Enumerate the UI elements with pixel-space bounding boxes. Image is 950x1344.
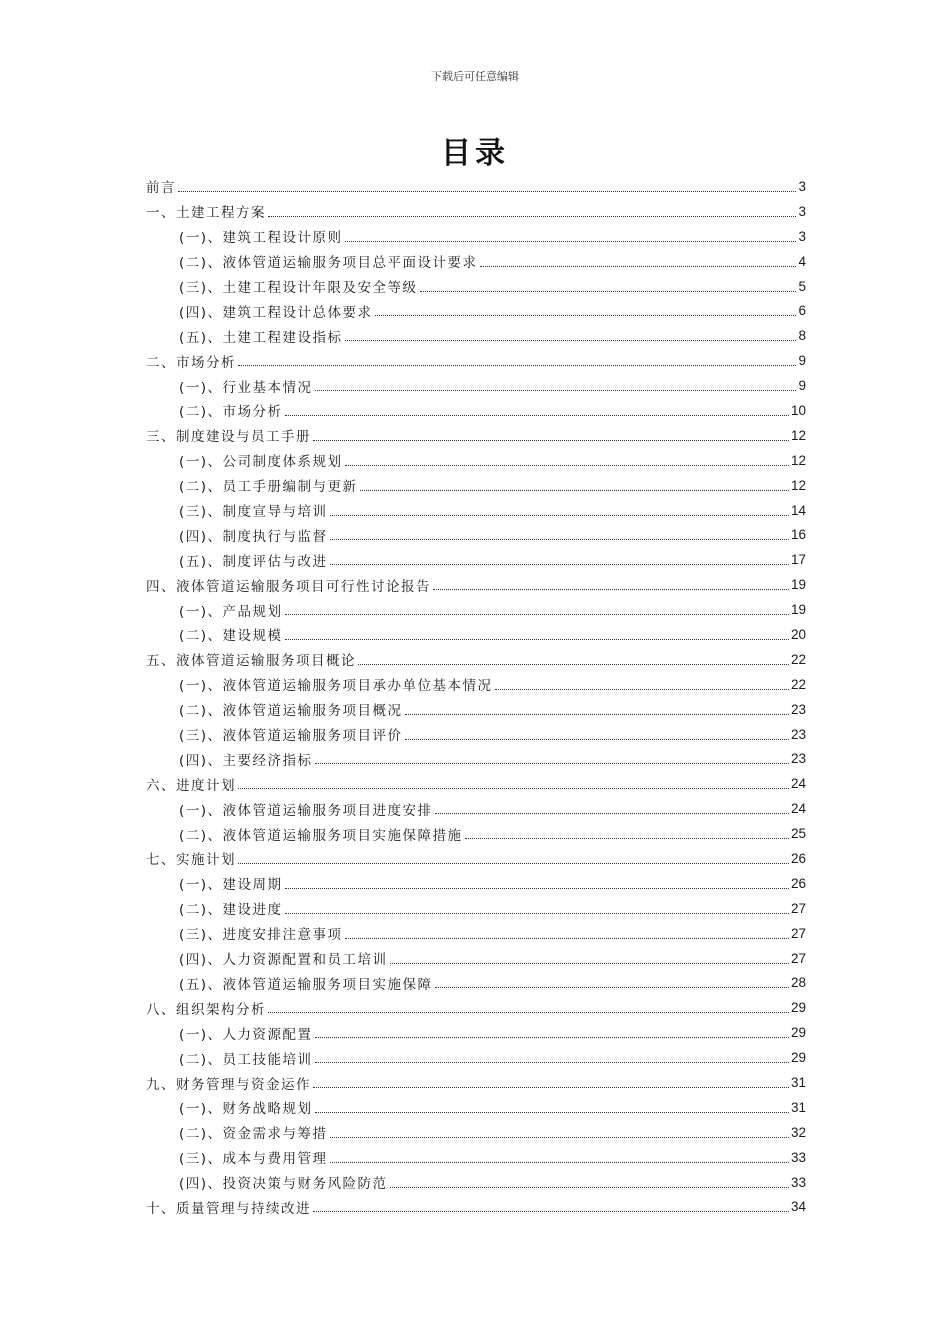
toc-entry-label: (三)、制度宣导与培训 <box>179 504 328 521</box>
toc-entry[interactable] <box>146 547 806 572</box>
toc-entry-page-number: 16 <box>790 527 806 543</box>
toc-entry-page-number: 24 <box>790 776 806 792</box>
toc-dot-leader <box>313 440 789 441</box>
toc-entry-page-number: 3 <box>798 203 806 219</box>
toc-dot-leader <box>315 1062 789 1063</box>
toc-entry-label: (二)、员工技能培训 <box>179 1051 313 1068</box>
toc-dot-leader <box>480 266 797 267</box>
toc-dot-leader <box>375 315 797 316</box>
toc-entry-label: (四)、主要经济指标 <box>179 752 313 769</box>
toc-entry-page-number: 25 <box>790 826 806 842</box>
toc-dot-leader <box>285 614 789 615</box>
toc-entry[interactable] <box>146 672 806 697</box>
toc-entry-page-number: 3 <box>798 228 806 244</box>
toc-entry[interactable] <box>146 995 806 1020</box>
toc-dot-leader <box>330 1137 789 1138</box>
toc-entry[interactable] <box>146 871 806 896</box>
toc-entry-label: (三)、土建工程设计年限及安全等级 <box>179 280 418 296</box>
toc-entry-page-number: 29 <box>790 1000 806 1016</box>
toc-entry-label: (二)、建设规模 <box>179 628 283 645</box>
toc-entry[interactable] <box>146 1045 806 1070</box>
page-title: 目录 <box>441 136 509 171</box>
toc-entry-page-number: 33 <box>790 1149 806 1165</box>
toc-entry[interactable] <box>146 348 806 373</box>
toc-dot-leader <box>330 564 789 565</box>
toc-entry[interactable] <box>146 572 806 597</box>
toc-entry-page-number: 29 <box>790 1050 806 1066</box>
toc-entry[interactable] <box>146 771 806 796</box>
toc-entry[interactable] <box>146 1145 806 1170</box>
toc-entry-label: (四)、制度执行与监督 <box>179 528 328 545</box>
toc-entry-label: (一)、液体管道运输服务项目进度安排 <box>179 802 433 819</box>
toc-entry-page-number: 27 <box>790 900 806 916</box>
toc-entry-label: 五、液体管道运输服务项目概论 <box>146 653 356 670</box>
toc-entry-page-number: 31 <box>790 1075 806 1090</box>
toc-entry[interactable] <box>146 199 806 224</box>
toc-dot-leader <box>285 888 789 889</box>
toc-entry-label: 八、组织架构分析 <box>146 1001 266 1018</box>
toc-entry-page-number: 9 <box>798 353 806 369</box>
toc-entry-label: (二)、资金需求与筹措 <box>179 1126 328 1143</box>
toc-entry[interactable] <box>146 298 806 323</box>
toc-dot-leader <box>285 415 789 416</box>
toc-entry-label: (一)、公司制度体系规划 <box>179 454 343 471</box>
toc-entry-page-number: 19 <box>790 602 806 618</box>
toc-dot-leader <box>268 1012 789 1013</box>
toc-dot-leader <box>495 689 789 690</box>
toc-entry-page-number: 10 <box>790 402 806 418</box>
toc-entry-page-number: 34 <box>790 1199 806 1215</box>
toc-dot-leader <box>345 241 797 242</box>
toc-entry-label: (四)、人力资源配置和员工培训 <box>179 952 388 969</box>
toc-dot-leader <box>330 539 789 540</box>
toc-entry-page-number: 28 <box>790 975 806 991</box>
toc-entry-label: (一)、人力资源配置 <box>179 1026 313 1043</box>
toc-entry-label: (二)、员工手册编制与更新 <box>179 479 358 496</box>
toc-entry-label: (三)、成本与费用管理 <box>179 1151 328 1168</box>
toc-entry-label: 三、制度建设与员工手册 <box>146 429 311 446</box>
toc-entry[interactable] <box>146 398 806 423</box>
toc-entry[interactable] <box>146 1120 806 1145</box>
toc-entry[interactable] <box>146 946 806 971</box>
table-of-contents <box>146 174 806 1219</box>
toc-entry-page-number: 22 <box>790 651 806 667</box>
toc-entry[interactable] <box>146 522 806 547</box>
toc-dot-leader <box>238 788 789 789</box>
toc-dot-leader <box>315 1112 789 1113</box>
toc-dot-leader <box>390 963 789 964</box>
toc-entry-page-number: 9 <box>798 378 806 394</box>
toc-dot-leader <box>315 1037 789 1038</box>
toc-entry-page-number: 32 <box>790 1124 806 1140</box>
toc-dot-leader <box>465 838 789 839</box>
toc-entry-page-number: 27 <box>790 950 806 966</box>
toc-entry-page-number: 4 <box>798 253 806 269</box>
toc-entry-label: (二)、液体管道运输服务项目概况 <box>179 703 403 720</box>
toc-entry-label: 十、质量管理与持续改进 <box>146 1200 311 1217</box>
toc-entry-page-number: 26 <box>790 850 806 866</box>
toc-dot-leader <box>435 813 789 814</box>
toc-entry-label: (二)、液体管道运输服务项目实施保障措施 <box>179 827 463 844</box>
toc-entry-page-number: 3 <box>798 178 806 194</box>
toc-entry-label: 七、实施计划 <box>146 852 236 869</box>
toc-dot-leader <box>345 938 789 939</box>
toc-entry-label: (二)、建设进度 <box>179 902 283 919</box>
toc-entry-label: (一)、行业基本情况 <box>179 379 313 396</box>
toc-entry-page-number: 23 <box>790 751 806 767</box>
toc-entry[interactable] <box>146 597 806 622</box>
toc-entry-label: (一)、财务战略规划 <box>179 1101 313 1118</box>
toc-dot-leader <box>178 191 796 192</box>
toc-entry-label: (一)、产品规划 <box>179 603 283 620</box>
toc-entry[interactable] <box>146 174 806 199</box>
toc-dot-leader <box>285 639 789 640</box>
toc-entry-label: (四)、投资决策与财务风险防范 <box>179 1176 388 1193</box>
toc-entry-label: (一)、液体管道运输服务项目承办单位基本情况 <box>179 678 493 695</box>
toc-entry-label: 二、市场分析 <box>146 354 236 371</box>
toc-entry-label: (四)、建筑工程设计总体要求 <box>179 304 373 321</box>
toc-dot-leader <box>330 1162 789 1163</box>
toc-entry[interactable] <box>146 473 806 498</box>
toc-dot-leader <box>435 987 789 988</box>
toc-entry-page-number: 33 <box>790 1174 806 1190</box>
toc-entry-page-number: 23 <box>790 726 806 742</box>
toc-entry-label: (一)、建筑工程设计原则 <box>179 230 343 247</box>
toc-entry-label: 六、进度计划 <box>146 777 236 794</box>
toc-entry-label: (三)、进度安排注意事项 <box>179 927 343 944</box>
toc-entry[interactable] <box>146 249 806 274</box>
toc-entry[interactable] <box>146 448 806 473</box>
toc-dot-leader <box>433 589 789 590</box>
toc-entry-page-number: 23 <box>790 701 806 717</box>
toc-entry[interactable] <box>146 971 806 996</box>
toc-dot-leader <box>390 1187 789 1188</box>
toc-entry[interactable] <box>146 323 806 348</box>
toc-entry-label: (二)、液体管道运输服务项目总平面设计要求 <box>179 255 478 272</box>
toc-entry[interactable] <box>146 224 806 249</box>
toc-entry[interactable] <box>146 1070 806 1095</box>
toc-dot-leader <box>315 390 797 391</box>
toc-entry-label: 四、液体管道运输服务项目可行性讨论报告 <box>146 578 431 595</box>
toc-entry[interactable] <box>146 1195 806 1220</box>
toc-dot-leader <box>345 340 797 341</box>
toc-entry[interactable] <box>146 647 806 672</box>
toc-entry-page-number: 12 <box>790 452 806 468</box>
toc-entry-page-number: 24 <box>790 801 806 817</box>
toc-entry-page-number: 22 <box>790 676 806 692</box>
toc-dot-leader <box>360 490 789 491</box>
toc-entry[interactable] <box>146 373 806 398</box>
toc-entry-label: (五)、制度评估与改进 <box>179 553 328 570</box>
toc-dot-leader <box>405 714 789 715</box>
toc-entry-label: (五)、土建工程建设指标 <box>179 329 343 346</box>
toc-dot-leader <box>405 739 789 740</box>
toc-entry-page-number: 29 <box>790 1025 806 1041</box>
toc-entry-page-number: 20 <box>790 626 806 642</box>
toc-entry[interactable] <box>146 921 806 946</box>
toc-entry-page-number: 14 <box>790 502 806 518</box>
toc-dot-leader <box>268 216 796 217</box>
toc-entry[interactable] <box>146 1095 806 1120</box>
toc-entry-page-number: 17 <box>790 552 806 568</box>
toc-entry-page-number: 5 <box>798 278 806 294</box>
toc-dot-leader <box>420 291 797 292</box>
toc-dot-leader <box>345 465 789 466</box>
toc-entry-page-number: 6 <box>798 303 806 319</box>
toc-entry[interactable] <box>146 423 806 448</box>
toc-dot-leader <box>330 515 789 516</box>
toc-entry[interactable] <box>146 722 806 747</box>
toc-entry[interactable] <box>146 796 806 821</box>
toc-entry-page-number: 31 <box>790 1099 806 1115</box>
toc-entry-label: 前言 <box>146 180 176 197</box>
toc-entry-page-number: 26 <box>790 875 806 891</box>
toc-dot-leader <box>315 763 789 764</box>
toc-entry[interactable] <box>146 821 806 846</box>
toc-dot-leader <box>238 365 796 366</box>
toc-entry[interactable] <box>146 746 806 771</box>
toc-entry-page-number: 27 <box>790 925 806 941</box>
toc-entry[interactable] <box>146 896 806 921</box>
toc-entry-label: (五)、液体管道运输服务项目实施保障 <box>179 976 433 993</box>
toc-dot-leader <box>313 1087 789 1088</box>
toc-entry[interactable] <box>146 697 806 722</box>
toc-entry-page-number: 8 <box>798 328 806 344</box>
page-header: 下载后可任意编辑 <box>431 70 519 83</box>
toc-dot-leader <box>285 913 789 914</box>
toc-entry[interactable] <box>146 622 806 647</box>
toc-dot-leader <box>238 863 789 864</box>
toc-entry-label: 一、土建工程方案 <box>146 205 266 222</box>
toc-entry-page-number: 12 <box>790 477 806 493</box>
toc-entry[interactable] <box>146 1170 806 1195</box>
toc-entry[interactable] <box>146 846 806 871</box>
toc-entry[interactable] <box>146 274 806 299</box>
toc-entry-label: (三)、液体管道运输服务项目评价 <box>179 728 403 745</box>
toc-entry-label: 九、财务管理与资金运作 <box>146 1076 311 1093</box>
toc-dot-leader <box>358 664 789 665</box>
toc-entry-page-number: 12 <box>790 427 806 443</box>
toc-entry[interactable] <box>146 498 806 523</box>
toc-entry-label: (二)、市场分析 <box>179 404 283 421</box>
toc-dot-leader <box>313 1211 789 1212</box>
toc-entry-label: (一)、建设周期 <box>179 877 283 894</box>
toc-entry[interactable] <box>146 1020 806 1045</box>
toc-entry-page-number: 19 <box>790 577 806 593</box>
